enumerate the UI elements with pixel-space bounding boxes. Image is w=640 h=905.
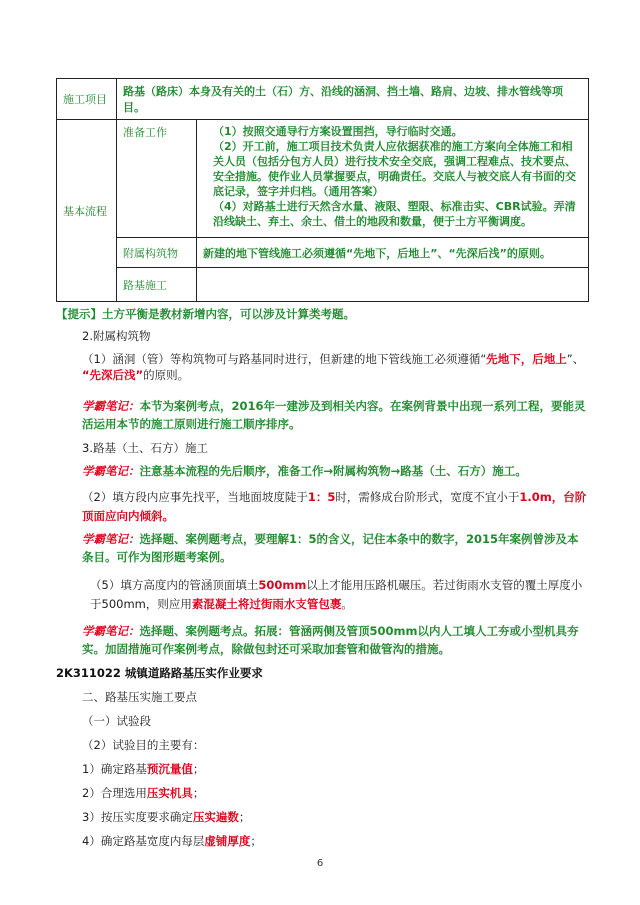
- tip-line: 【提示】土方平衡是教材新增内容，可以涉及计算类考题。: [56, 307, 355, 321]
- paragraph-attached: （1）涵洞（管）等构筑物可与路基同时进行，但新建的地下管线施工必须遵循“先地下，后地上”、 “先深后浅”的原则。: [82, 352, 585, 382]
- study-note: 学霸笔记：选择题、案例题考点，要理解1：5的含义，记住本条中的数字，2015年案例曾涉及本条目。可作为图形题考案例。: [82, 532, 579, 564]
- study-note: 学霸笔记：本节为案例考点，2016年一建涉及到相关内容。在案例背景中出现一系列工程，要能灵活运用本节的施工原则进行施工顺序排序。: [82, 399, 586, 431]
- row-label-roadbed: 路基施工: [117, 268, 197, 302]
- prep-line: （4）对路基土进行天然含水量、液限、塑限、标准击实、CBR试验。弄清沿线缺土、弃土、余土、借土的地段和数量，便于土方平衡调度。: [213, 200, 576, 228]
- table-row: [57, 79, 589, 120]
- row-label-construction-items: 施工项目: [57, 79, 117, 120]
- table-row: [57, 238, 589, 268]
- table-row: [57, 120, 589, 238]
- section-heading: 2K311022 城镇道路路基压实作业要求: [56, 666, 263, 680]
- list-item: 3）按压实度要求确定压实遍数；: [82, 810, 251, 824]
- section-title-roadbed: 3.路基（土、石方）施工: [82, 441, 208, 455]
- row-label-preparation: 准备工作: [117, 120, 197, 238]
- row-label-basic-process: 基本流程: [57, 120, 117, 302]
- study-note: 学霸笔记：注意基本流程的先后顺序，准备工作→附属构筑物→路基（土、石方）施工。: [82, 464, 527, 478]
- table-row: [57, 268, 589, 302]
- study-note: 学霸笔记：选择题、案例题考点。拓展：管涵两侧及管顶500mm以内人工填人工夯或小型机具夯实。加固措施可作案例考点，除做包封还可采取加套管和做管沟的措施。: [82, 624, 579, 656]
- row-label-attached-structures: 附属构筑物: [117, 238, 197, 268]
- prep-line: （1）按照交通导行方案设置围挡，导行临时交通。: [213, 125, 463, 138]
- list-item: 2）合理选用压实机具；: [82, 786, 205, 800]
- preparation-content: [197, 120, 589, 238]
- paragraph-fill-section: （2）填方段内应事先找平，当地面坡度陡于1：5时，需修成台阶形式，宽度不宜小于1.0m，台阶顶面应向内倾斜。: [82, 490, 587, 523]
- section-title-attached: 2.附属构筑物: [82, 329, 151, 343]
- paragraph-culvert: （5）填方高度内的管涵顶面填土500mm以上才能用压路机碾压。若过街雨水支管的覆土厚度小于500mm，则应用素混凝土将过街雨水支管包裹。: [90, 578, 583, 611]
- subheading-purpose: （2）试验目的主要有：: [82, 738, 205, 752]
- construction-items-content: 路基（路床）本身及有关的土（石）方、沿线的涵洞、挡土墙、路肩、边坡、排水管线等项目。: [117, 79, 589, 120]
- prep-line: （2）开工前，施工项目技术负责人应依据获准的施工方案向全体施工和相关人员（包括分包方人员）进行技术安全交底，强调工程难点、技术要点、安全措施。使作业人员掌握要点，明确责任。交底人与被交底人有书面的交底记录，签字并归档。（通用答案）: [213, 140, 576, 198]
- page-number: 6: [316, 858, 324, 869]
- subheading-compaction: 二、路基压实施工要点: [82, 690, 197, 704]
- roadbed-content: [197, 268, 589, 302]
- list-item: 4）确定路基宽度内每层虚铺厚度；: [82, 834, 262, 848]
- subheading-trial-section: （一）试验段: [82, 714, 151, 728]
- construction-table: [56, 78, 589, 302]
- list-item: 1）确定路基预沉量值；: [82, 762, 205, 776]
- attached-structures-content: 新建的地下管线施工必须遵循“先地下，后地上”、“先深后浅”的原则。: [197, 238, 589, 268]
